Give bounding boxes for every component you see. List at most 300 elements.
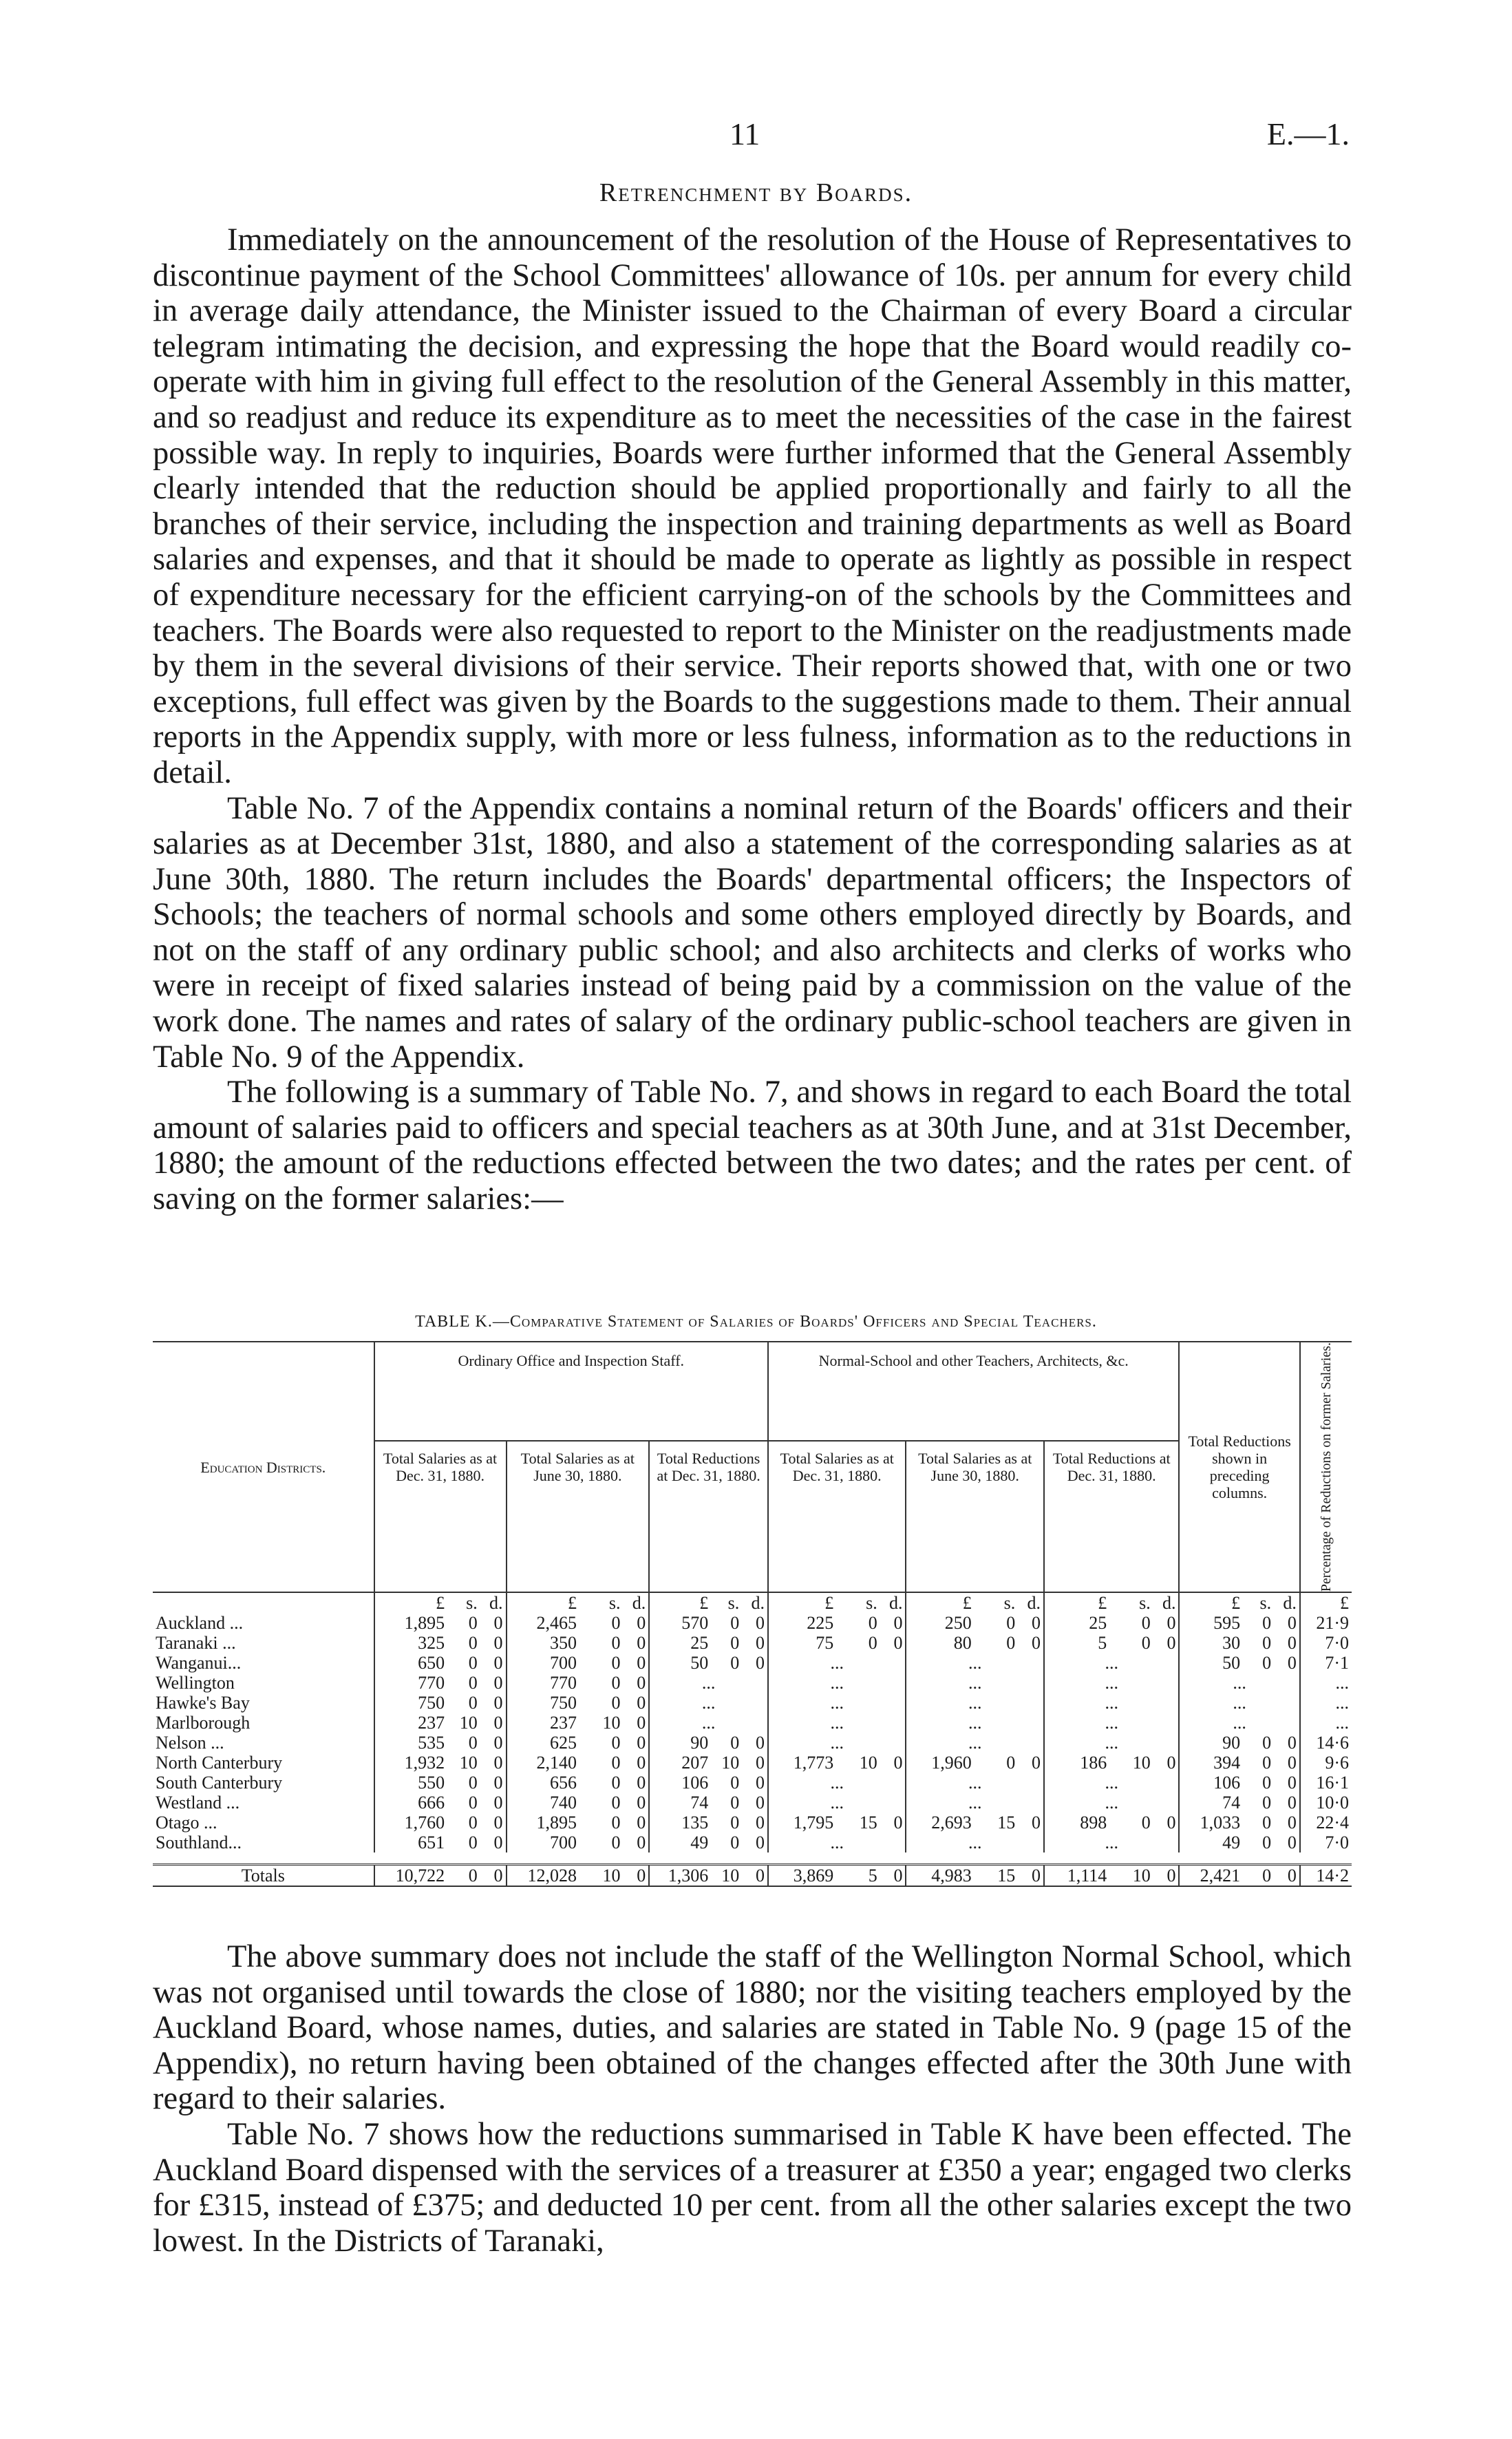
- header-percentage: [1300, 1342, 1352, 1592]
- paragraph: The following is a summary of Table No. 7, and shows in regard to each Board the total amount of salaries paid to officers and special teachers as at 30th June, and at 31st December, 1880; the amount of the reductions effected between the two dates; and the rates per cent. of saving on the former salaries:—: [153, 1075, 1352, 1217]
- amount-cell: 10: [859, 1753, 877, 1773]
- empty-cell: ...: [768, 1773, 906, 1793]
- amount-cell: 0: [1262, 1793, 1272, 1813]
- percentage-cell: 10·0: [1300, 1793, 1352, 1813]
- amount-cell: 0: [730, 1833, 740, 1853]
- amount-cell: 0: [755, 1833, 765, 1853]
- amount-cell: 186: [1044, 1753, 1109, 1773]
- amount-cell: 15: [859, 1813, 877, 1833]
- document-reference: E.—1.: [1266, 116, 1350, 151]
- percentage-cell: 22·4: [1300, 1813, 1352, 1833]
- table-row: [153, 1833, 1352, 1852]
- amount-cell: 106: [1179, 1773, 1243, 1793]
- amount-cell: 0: [637, 1733, 646, 1753]
- amount-cell: 0: [493, 1733, 503, 1753]
- empty-cell: ...: [1179, 1693, 1299, 1713]
- empty-cell: ...: [1179, 1713, 1299, 1733]
- amount-cell: 0: [1141, 1613, 1151, 1634]
- amount-cell: 3,869: [768, 1865, 836, 1887]
- amount-cell: 2,421: [1179, 1865, 1243, 1887]
- empty-cell: ...: [768, 1793, 906, 1813]
- table-caption-label: TABLE K.—: [415, 1313, 510, 1331]
- amount-cell: 651: [374, 1833, 448, 1852]
- amount-cell: 0: [730, 1793, 740, 1813]
- amount-cell: 0: [893, 1753, 903, 1773]
- amount-cell: 2,693: [906, 1813, 974, 1833]
- amount-cell: 750: [507, 1693, 580, 1713]
- amount-cell: 0: [1287, 1753, 1297, 1773]
- empty-cell: ...: [906, 1833, 1043, 1852]
- amount-cell: 2,465: [507, 1613, 580, 1633]
- unit-label: d.: [489, 1593, 503, 1614]
- amount-cell: 0: [637, 1713, 646, 1733]
- empty-cell: ...: [1044, 1653, 1180, 1673]
- unit-label: d.: [1283, 1593, 1297, 1614]
- empty-cell: ...: [768, 1693, 906, 1713]
- amount-cell: 394: [1179, 1753, 1243, 1773]
- amount-cell: 15: [975, 1865, 1019, 1887]
- amount-cell: 0: [730, 1733, 740, 1753]
- amount-cell: 0: [755, 1773, 765, 1793]
- amount-cell: 0: [611, 1673, 621, 1693]
- amount-cell: 666: [374, 1793, 448, 1813]
- percentage-cell: 7·1: [1300, 1653, 1352, 1673]
- empty-cell: ...: [906, 1733, 1043, 1753]
- unit-label: £: [1179, 1592, 1243, 1613]
- district-name: Taranaki ...: [156, 1633, 236, 1654]
- percentage-cell: ...: [1300, 1713, 1352, 1733]
- table-row: [153, 1813, 1352, 1833]
- percentage-cell: 14·6: [1300, 1733, 1352, 1753]
- amount-cell: 0: [1262, 1613, 1272, 1634]
- amount-cell: 0: [1006, 1753, 1016, 1773]
- amount-cell: 0: [1167, 1633, 1176, 1654]
- empty-cell: ...: [768, 1833, 906, 1852]
- amount-cell: 0: [493, 1633, 503, 1654]
- empty-cell: ...: [1044, 1713, 1180, 1733]
- amount-cell: 49: [649, 1833, 711, 1852]
- empty-cell: ...: [906, 1673, 1043, 1693]
- amount-cell: 25: [1044, 1613, 1109, 1633]
- district-name: Wellington: [156, 1673, 235, 1693]
- amount-cell: 0: [637, 1753, 646, 1773]
- amount-cell: 325: [374, 1633, 448, 1653]
- amount-cell: 0: [1262, 1773, 1272, 1793]
- amount-cell: 10: [1132, 1753, 1151, 1773]
- table-row: [153, 1773, 1352, 1793]
- percentage-cell: 9·6: [1300, 1753, 1352, 1773]
- percentage-cell: ...: [1300, 1673, 1352, 1693]
- amount-cell: 656: [507, 1773, 580, 1793]
- amount-cell: 0: [468, 1813, 478, 1833]
- amount-cell: 0: [611, 1653, 621, 1673]
- units-row: [153, 1592, 1352, 1613]
- amount-cell: 1,960: [906, 1753, 974, 1773]
- unit-label: s.: [866, 1593, 877, 1614]
- amount-cell: 0: [1031, 1813, 1041, 1833]
- empty-cell: ...: [906, 1713, 1043, 1733]
- amount-cell: 0: [637, 1833, 646, 1853]
- amount-cell: 0: [1006, 1613, 1016, 1634]
- amount-cell: 0: [1262, 1733, 1272, 1753]
- amount-cell: 50: [649, 1653, 711, 1673]
- empty-cell: ...: [906, 1653, 1043, 1673]
- amount-cell: 0: [493, 1693, 503, 1713]
- table-row: [153, 1673, 1352, 1693]
- amount-cell: 10: [459, 1753, 478, 1773]
- empty-cell: ...: [768, 1673, 906, 1693]
- amount-cell: 0: [893, 1813, 903, 1833]
- salary-comparison-table: [153, 1341, 1352, 1887]
- amount-cell: 0: [493, 1813, 503, 1833]
- amount-cell: 0: [493, 1673, 503, 1693]
- amount-cell: 0: [637, 1633, 646, 1654]
- amount-cell: 0: [755, 1753, 765, 1773]
- amount-cell: 1,306: [649, 1865, 711, 1887]
- empty-cell: ...: [906, 1773, 1043, 1793]
- amount-cell: 0: [1018, 1865, 1044, 1887]
- empty-cell: ...: [906, 1693, 1043, 1713]
- amount-cell: 770: [507, 1673, 580, 1693]
- amount-cell: 770: [374, 1673, 448, 1693]
- amount-cell: 570: [649, 1613, 711, 1633]
- amount-cell: 225: [768, 1613, 836, 1633]
- empty-cell: ...: [906, 1793, 1043, 1813]
- amount-cell: 0: [1287, 1613, 1297, 1634]
- spacer-cell: [153, 1852, 1352, 1865]
- table-caption: [0, 1313, 1512, 1331]
- amount-cell: 0: [1006, 1633, 1016, 1654]
- amount-cell: 1,795: [768, 1813, 836, 1833]
- amount-cell: 30: [1179, 1633, 1243, 1653]
- body-text-bottom: [153, 1939, 1352, 2259]
- units-spacer: [153, 1592, 374, 1613]
- amount-cell: 0: [880, 1865, 906, 1887]
- amount-cell: 0: [730, 1613, 740, 1634]
- empty-cell: ...: [649, 1693, 768, 1713]
- amount-cell: 0: [1287, 1633, 1297, 1654]
- amount-cell: 0: [730, 1653, 740, 1673]
- paragraph: Table No. 7 shows how the reductions summarised in Table K have been effected. The Auckland Board dispensed with the services of a treasurer at £350 a year; engaged two clerks for £315, instead of £375; and deducted 10 per cent. from all the other salaries except the two lowest. In the Districts of Taranaki,: [153, 2116, 1352, 2259]
- amount-cell: 0: [468, 1833, 478, 1853]
- unit-label: £: [1044, 1592, 1109, 1613]
- amount-cell: 0: [1167, 1813, 1176, 1833]
- table-row: [153, 1613, 1352, 1633]
- amount-cell: 49: [1179, 1833, 1243, 1852]
- empty-cell: ...: [768, 1733, 906, 1753]
- amount-cell: 898: [1044, 1813, 1109, 1833]
- header-reductions-dec-1880: Total Reductions at Dec. 31, 1880.: [649, 1441, 768, 1592]
- amount-cell: 0: [611, 1773, 621, 1793]
- table-row: [153, 1633, 1352, 1653]
- amount-cell: 650: [374, 1653, 448, 1673]
- unit-label: £: [649, 1592, 711, 1613]
- amount-cell: 0: [611, 1813, 621, 1833]
- unit-label: £: [1300, 1592, 1352, 1613]
- header-normal-reductions-dec-1880: Total Reductions at Dec. 31, 1880.: [1044, 1441, 1180, 1592]
- amount-cell: 0: [611, 1693, 621, 1713]
- amount-cell: 0: [1262, 1813, 1272, 1833]
- amount-cell: 0: [611, 1753, 621, 1773]
- amount-cell: 0: [1262, 1653, 1272, 1673]
- table-caption-title: Comparative Statement of Salaries of Boards' Officers and Special Teachers.: [509, 1313, 1097, 1331]
- amount-cell: 90: [1179, 1733, 1243, 1753]
- unit-label: d.: [751, 1593, 765, 1614]
- amount-cell: 74: [649, 1793, 711, 1813]
- empty-cell: ...: [1044, 1693, 1180, 1713]
- amount-cell: 700: [507, 1833, 580, 1852]
- district-name: Nelson ...: [156, 1733, 224, 1753]
- amount-cell: 0: [1262, 1753, 1272, 1773]
- section-heading: Retrenchment by Boards.: [599, 178, 913, 207]
- district-name: Southland...: [156, 1833, 242, 1853]
- district-name: North Canterbury: [156, 1753, 283, 1773]
- amount-cell: 1,932: [374, 1753, 448, 1773]
- unit-label: d.: [632, 1593, 646, 1614]
- amount-cell: 0: [637, 1793, 646, 1813]
- header-group-office-staff: Ordinary Office and Inspection Staff.: [374, 1342, 768, 1441]
- amount-cell: 0: [1262, 1833, 1272, 1853]
- unit-label: £: [906, 1592, 974, 1613]
- header-normal-salaries-dec-1880: Total Salaries as at Dec. 31, 1880.: [768, 1441, 906, 1592]
- table-row: [153, 1753, 1352, 1773]
- district-name: South Canterbury: [156, 1773, 283, 1793]
- amount-cell: 1,760: [374, 1813, 448, 1833]
- amount-cell: 0: [611, 1633, 621, 1654]
- amount-cell: 0: [730, 1773, 740, 1793]
- amount-cell: 0: [1287, 1793, 1297, 1813]
- unit-label: s.: [1259, 1593, 1272, 1614]
- unit-label: s.: [608, 1593, 621, 1614]
- percentage-cell: 14·2: [1300, 1865, 1352, 1887]
- amount-cell: 0: [868, 1633, 877, 1654]
- header-percentage-label: Percentage of Reductions on former Salaries.: [1318, 1342, 1334, 1592]
- header-group-normal-school: Normal-School and other Teachers, Architects, &c.: [768, 1342, 1179, 1441]
- amount-cell: 0: [755, 1733, 765, 1753]
- amount-cell: 0: [1031, 1753, 1041, 1773]
- amount-cell: 10: [1109, 1865, 1153, 1887]
- page-number: 11: [730, 116, 760, 151]
- table-row: [153, 1653, 1352, 1673]
- unit-label: d.: [1162, 1593, 1176, 1614]
- amount-cell: 0: [468, 1653, 478, 1673]
- unit-label: d.: [1027, 1593, 1041, 1614]
- paragraph: Table No. 7 of the Appendix contains a nominal return of the Boards' officers and their salaries as at December 31st, 1880, and also a statement of the corresponding salaries as at June 30th, 1880. The return includes the Boards' departmental officers; the Inspectors of Schools; the teachers of normal schools and some others employed directly by Boards, and not on the staff of any ordinary public school; and also architects and clerks of works who were in receipt of fixed salaries instead of being paid by a commission on the value of the work done. The names and rates of salary of the ordinary public-school teachers are given in Table No. 9 of the Appendix.: [153, 790, 1352, 1075]
- amount-cell: 0: [493, 1773, 503, 1793]
- amount-cell: 75: [768, 1633, 836, 1653]
- amount-cell: 106: [649, 1773, 711, 1793]
- amount-cell: 250: [906, 1613, 974, 1633]
- amount-cell: 15: [997, 1813, 1016, 1833]
- amount-cell: 237: [374, 1713, 448, 1733]
- amount-cell: 10: [579, 1865, 624, 1887]
- amount-cell: 0: [1031, 1633, 1041, 1654]
- amount-cell: 10,722: [374, 1865, 448, 1887]
- amount-cell: 10: [602, 1713, 621, 1733]
- empty-cell: ...: [1044, 1773, 1180, 1793]
- empty-cell: ...: [649, 1673, 768, 1693]
- empty-cell: ...: [1179, 1673, 1299, 1693]
- amount-cell: 740: [507, 1793, 580, 1813]
- amount-cell: 0: [468, 1613, 478, 1634]
- table-row: [153, 1713, 1352, 1733]
- amount-cell: 0: [1287, 1813, 1297, 1833]
- amount-cell: 0: [624, 1865, 650, 1887]
- amount-cell: 0: [637, 1673, 646, 1693]
- amount-cell: 10: [711, 1865, 742, 1887]
- amount-cell: 1,773: [768, 1753, 836, 1773]
- amount-cell: 0: [468, 1673, 478, 1693]
- unit-label: £: [374, 1592, 448, 1613]
- amount-cell: 625: [507, 1733, 580, 1753]
- empty-cell: ...: [649, 1713, 768, 1733]
- empty-cell: ...: [1044, 1833, 1180, 1852]
- amount-cell: 0: [468, 1733, 478, 1753]
- amount-cell: 0: [755, 1793, 765, 1813]
- body-text-top: [153, 222, 1352, 1217]
- amount-cell: 0: [1153, 1865, 1180, 1887]
- amount-cell: 135: [649, 1813, 711, 1833]
- district-name: Otago ...: [156, 1813, 217, 1833]
- amount-cell: 1,895: [374, 1613, 448, 1633]
- percentage-cell: 7·0: [1300, 1833, 1352, 1852]
- amount-cell: 0: [1167, 1753, 1176, 1773]
- spacer-row: [153, 1852, 1352, 1865]
- amount-cell: 0: [493, 1613, 503, 1634]
- amount-cell: 0: [637, 1813, 646, 1833]
- amount-cell: 0: [637, 1613, 646, 1634]
- amount-cell: 1,895: [507, 1813, 580, 1833]
- unit-label: s.: [466, 1593, 478, 1614]
- amount-cell: 0: [493, 1793, 503, 1813]
- percentage-cell: 21·9: [1300, 1613, 1352, 1633]
- district-name: Westland ...: [156, 1793, 240, 1813]
- amount-cell: 0: [730, 1633, 740, 1654]
- amount-cell: 0: [1262, 1633, 1272, 1654]
- unit-label: s.: [1003, 1593, 1016, 1614]
- empty-cell: ...: [1044, 1673, 1180, 1693]
- amount-cell: 0: [868, 1613, 877, 1634]
- district-name: Auckland ...: [156, 1613, 244, 1634]
- amount-cell: 0: [611, 1793, 621, 1813]
- amount-cell: 535: [374, 1733, 448, 1753]
- amount-cell: 0: [468, 1773, 478, 1793]
- amount-cell: 0: [493, 1713, 503, 1733]
- amount-cell: 0: [893, 1613, 903, 1634]
- amount-cell: 0: [447, 1865, 480, 1887]
- amount-cell: 1,114: [1044, 1865, 1109, 1887]
- amount-cell: 25: [649, 1633, 711, 1653]
- district-name: Marlborough: [156, 1713, 251, 1733]
- amount-cell: 0: [493, 1653, 503, 1673]
- amount-cell: 50: [1179, 1653, 1243, 1673]
- paragraph: Immediately on the announcement of the resolution of the House of Representatives to discontinue payment of the School Committees' allowance of 10s. per annum for every child in average daily attendance, the Minister issued to the Chairman of every Board a circular telegram intimating the decision, and expressing the hope that the Board would readily co-operate with him in giving full effect to the resolution of the General Assembly in this matter, and so readjust and reduce its expenditure as to meet the necessities of the case in the fairest possible way. In reply to inquiries, Boards were further informed that the General Assembly clearly intended that the reduction should be applied proportionally and fairly to all the branches of their service, including the inspection and training departments as well as Board salaries and expenses, and that it should be made to operate as lightly as possible in respect of expenditure necessary for the efficient carrying-on of the schools by the Committees and teachers. The Boards were also requested to report to the Minister on the readjustments made by them in the several divisions of their service. Their reports showed that, with one or two exceptions, full effect was given by the Boards to the suggestions made to them. Their annual reports in the Appendix supply, with more or less fulness, information as to the reductions in detail.: [153, 222, 1352, 790]
- amount-cell: 0: [493, 1833, 503, 1853]
- empty-cell: ...: [1044, 1733, 1180, 1753]
- amount-cell: 750: [374, 1693, 448, 1713]
- amount-cell: 0: [730, 1813, 740, 1833]
- unit-label: d.: [888, 1593, 903, 1614]
- amount-cell: 5: [836, 1865, 880, 1887]
- amount-cell: 0: [755, 1813, 765, 1833]
- amount-cell: 0: [611, 1833, 621, 1853]
- totals-label: Totals: [153, 1865, 374, 1887]
- amount-cell: 700: [507, 1653, 580, 1673]
- amount-cell: 0: [611, 1733, 621, 1753]
- amount-cell: 237: [507, 1713, 580, 1733]
- unit-label: £: [768, 1592, 836, 1613]
- amount-cell: 0: [611, 1613, 621, 1634]
- amount-cell: 0: [1287, 1653, 1297, 1673]
- amount-cell: 0: [893, 1633, 903, 1654]
- amount-cell: 0: [1243, 1865, 1274, 1887]
- amount-cell: 0: [755, 1613, 765, 1634]
- amount-cell: 0: [637, 1653, 646, 1673]
- amount-cell: 0: [468, 1793, 478, 1813]
- percentage-cell: ...: [1300, 1693, 1352, 1713]
- percentage-cell: 16·1: [1300, 1773, 1352, 1793]
- amount-cell: 0: [755, 1653, 765, 1673]
- district-name: Hawke's Bay: [156, 1693, 250, 1713]
- totals-row: [153, 1865, 1352, 1887]
- empty-cell: ...: [768, 1653, 906, 1673]
- amount-cell: 0: [1141, 1633, 1151, 1654]
- amount-cell: 0: [1274, 1865, 1300, 1887]
- amount-cell: 0: [1287, 1733, 1297, 1753]
- header-salaries-dec-1880: Total Salaries as at Dec. 31, 1880.: [374, 1441, 507, 1592]
- amount-cell: 207: [649, 1753, 711, 1773]
- amount-cell: 0: [480, 1865, 507, 1887]
- percentage-cell: 7·0: [1300, 1633, 1352, 1653]
- amount-cell: 350: [507, 1633, 580, 1653]
- amount-cell: 5: [1044, 1633, 1109, 1653]
- amount-cell: 2,140: [507, 1753, 580, 1773]
- amount-cell: 0: [468, 1633, 478, 1654]
- amount-cell: 0: [1287, 1773, 1297, 1793]
- amount-cell: 1,033: [1179, 1813, 1243, 1833]
- amount-cell: 80: [906, 1633, 974, 1653]
- amount-cell: 0: [1141, 1813, 1151, 1833]
- amount-cell: 4,983: [906, 1865, 974, 1887]
- amount-cell: 0: [637, 1773, 646, 1793]
- amount-cell: 595: [1179, 1613, 1243, 1633]
- district-name: Wanganui...: [156, 1653, 242, 1673]
- amount-cell: 10: [721, 1753, 740, 1773]
- header-education-districts: Education Districts.: [153, 1342, 374, 1592]
- paragraph: The above summary does not include the staff of the Wellington Normal School, which was not organised until towards the close of 1880; nor the visiting teachers employed by the Auckland Board, whose names, duties, and salaries are stated in Table No. 9 (page 15 of the Appendix), no return having been obtained of the changes effected after the 30th June with regard to their salaries.: [153, 1939, 1352, 2117]
- header-normal-salaries-june-1880: Total Salaries as at June 30, 1880.: [906, 1441, 1043, 1592]
- amount-cell: 0: [1031, 1613, 1041, 1634]
- empty-cell: ...: [768, 1713, 906, 1733]
- unit-label: s.: [1139, 1593, 1151, 1614]
- amount-cell: 0: [493, 1753, 503, 1773]
- amount-cell: 90: [649, 1733, 711, 1753]
- amount-cell: 0: [637, 1693, 646, 1713]
- table-row: [153, 1733, 1352, 1753]
- header-salaries-june-1880: Total Salaries as at June 30, 1880.: [507, 1441, 650, 1592]
- amount-cell: 74: [1179, 1793, 1243, 1813]
- amount-cell: 0: [468, 1693, 478, 1713]
- amount-cell: 0: [755, 1633, 765, 1654]
- amount-cell: 0: [1167, 1613, 1176, 1634]
- amount-cell: 550: [374, 1773, 448, 1793]
- amount-cell: 0: [742, 1865, 768, 1887]
- amount-cell: 0: [1287, 1833, 1297, 1853]
- table-row: [153, 1793, 1352, 1813]
- unit-label: £: [507, 1592, 580, 1613]
- amount-cell: 10: [459, 1713, 478, 1733]
- empty-cell: ...: [1044, 1793, 1180, 1813]
